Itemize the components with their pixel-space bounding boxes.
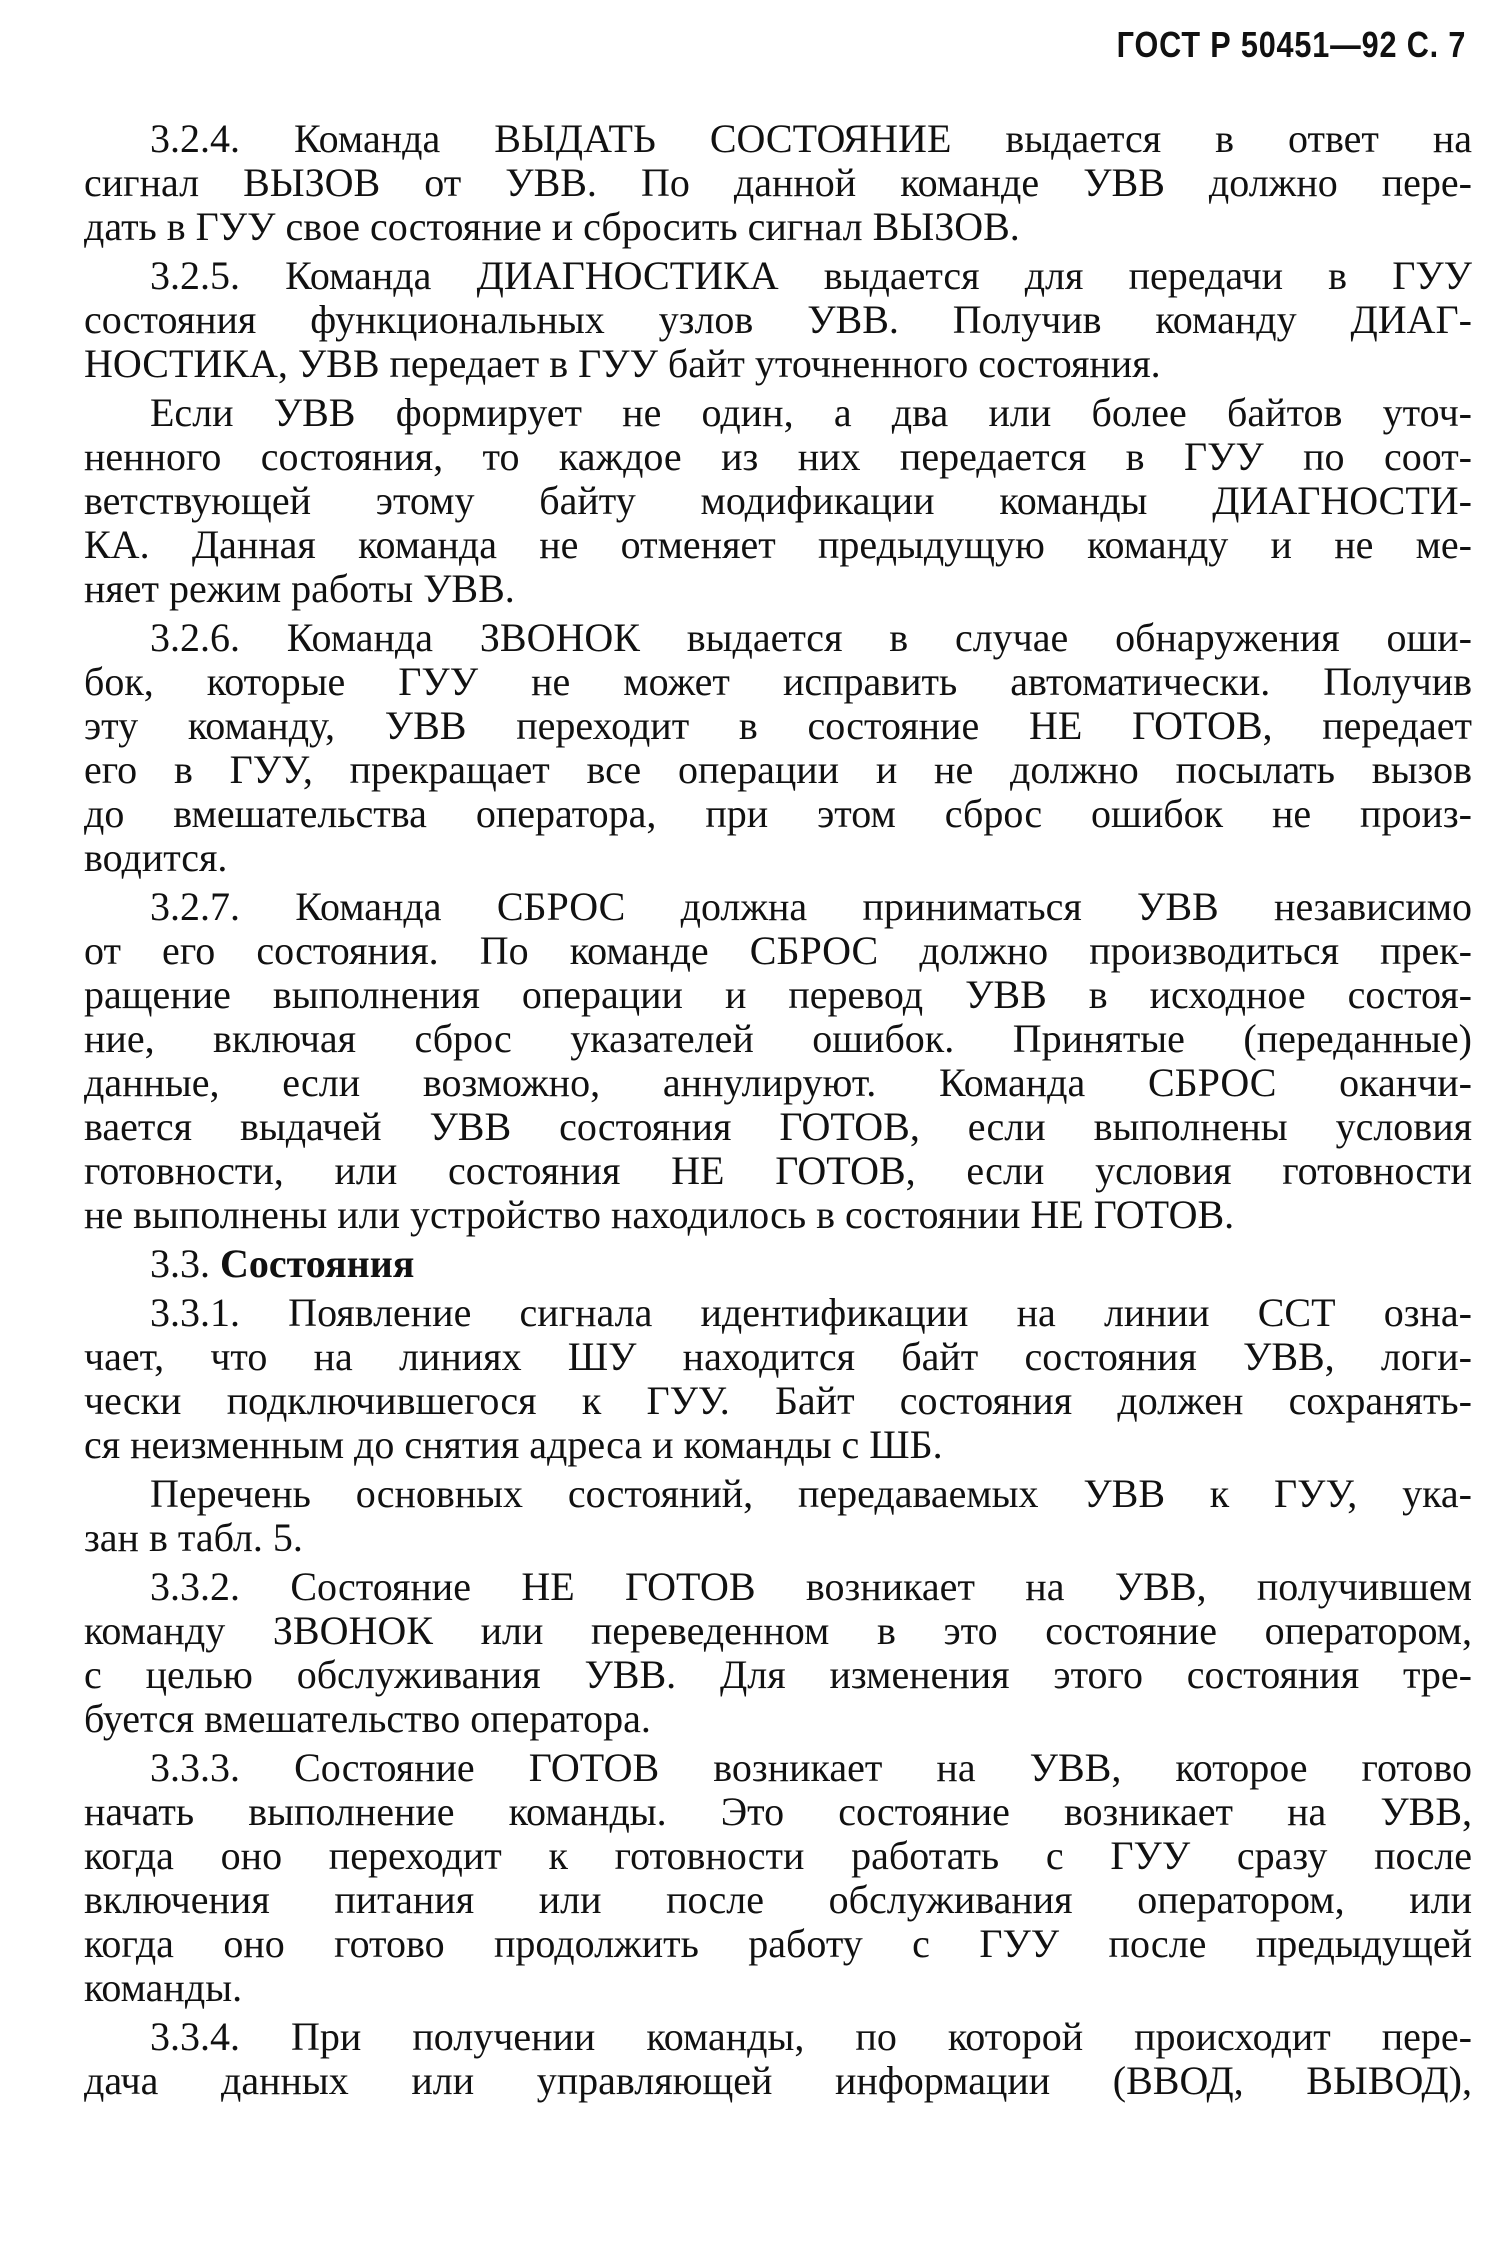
text-line <box>84 1922 1472 1966</box>
line-text: Если УВВ формирует не один, а два или более байтов уточ- <box>150 391 1472 435</box>
text-line <box>84 1193 1472 1237</box>
text-line <box>84 298 1472 342</box>
line-text: водится. <box>84 836 228 880</box>
line-text: вается выдачей УВВ состояния ГОТОВ, если выполнены условия <box>84 1105 1472 1149</box>
line-text: ращение выполнения операции и перевод УВВ в исходное состоя- <box>84 973 1472 1017</box>
line-text: его в ГУУ, прекращает все операции и не должно посылать вызов <box>84 748 1472 792</box>
line-text: дать в ГУУ свое состояние и сбросить сигнал ВЫЗОВ. <box>84 205 1020 249</box>
text-line <box>84 1379 1472 1423</box>
line-text: начать выполнение команды. Это состояние возникает на УВВ, <box>84 1790 1472 1834</box>
text-line <box>84 2059 1472 2103</box>
text-line <box>84 1516 1472 1560</box>
line-text: когда оно готово продолжить работу с ГУУ после предыдущей <box>84 1922 1472 1966</box>
line-text: ненного состояния, то каждое из них передается в ГУУ по соот- <box>84 435 1472 479</box>
text-line <box>84 792 1472 836</box>
line-text: 3.3. <box>150 1242 210 1286</box>
line-text: няет режим работы УВВ. <box>84 567 515 611</box>
line-text: КА. Данная команда не отменяет предыдущую команду и не ме- <box>84 523 1472 567</box>
line-text: бок, которые ГУУ не может исправить автоматически. Получив <box>84 660 1472 704</box>
text-line <box>84 748 1472 792</box>
line-text: ветствующей этому байту модификации команды ДИАГНОСТИ- <box>84 479 1472 523</box>
text-line <box>84 1105 1472 1149</box>
paragraph-start-line <box>84 1565 1472 1609</box>
paragraph-start-line <box>84 616 1472 660</box>
paragraph-start-line <box>84 885 1472 929</box>
line-text: зан в табл. 5. <box>84 1516 303 1560</box>
paragraph-start-line <box>84 1472 1472 1516</box>
line-text: состояния функциональных узлов УВВ. Получив команду ДИАГ- <box>84 298 1472 342</box>
text-line <box>84 1790 1472 1834</box>
line-text: до вмешательства оператора, при этом сброс ошибок не произ- <box>84 792 1472 836</box>
text-line <box>84 1061 1472 1105</box>
paragraph-start-line <box>84 391 1472 435</box>
line-text: команду ЗВОНОК или переведенном в это состояние оператором, <box>84 1609 1472 1653</box>
paragraph-start-line <box>84 1242 1472 1286</box>
text-line <box>84 1966 1472 2010</box>
paragraph-start-line <box>84 1746 1472 1790</box>
line-text: 3.3.3. Состояние ГОТОВ возникает на УВВ, которое готово <box>150 1746 1472 1790</box>
line-text: 3.2.7. Команда СБРОС должна приниматься УВВ независимо <box>150 885 1472 929</box>
line-text: включения питания или после обслуживания оператором, или <box>84 1878 1472 1922</box>
text-line <box>84 1609 1472 1653</box>
line-text: 3.3.4. При получении команды, по которой происходит пере- <box>150 2015 1472 2059</box>
line-text: Перечень основных состояний, передаваемых УВВ к ГУУ, ука- <box>150 1472 1472 1516</box>
text-line <box>84 660 1472 704</box>
text-line <box>84 836 1472 880</box>
section-heading: Состояния <box>220 1242 415 1286</box>
line-text: готовности, или состояния НЕ ГОТОВ, если условия готовности <box>84 1149 1472 1193</box>
line-text: НОСТИКА, УВВ передает в ГУУ байт уточненного состояния. <box>84 342 1161 386</box>
text-line <box>84 342 1472 386</box>
line-text: 3.3.2. Состояние НЕ ГОТОВ возникает на УВВ, получившем <box>150 1565 1472 1609</box>
text-line <box>84 435 1472 479</box>
line-text: 3.2.6. Команда ЗВОНОК выдается в случае обнаружения оши- <box>150 616 1472 660</box>
line-text: с целью обслуживания УВВ. Для изменения этого состояния тре- <box>84 1653 1472 1697</box>
document-body <box>84 112 1472 2103</box>
text-line <box>84 1017 1472 1061</box>
line-text: данные, если возможно, аннулируют. Команда СБРОС оканчи- <box>84 1061 1472 1105</box>
line-text: от его состояния. По команде СБРОС должно производиться прек- <box>84 929 1472 973</box>
line-text: команды. <box>84 1966 243 2010</box>
text-line <box>84 161 1472 205</box>
paragraph-start-line <box>84 2015 1472 2059</box>
line-text: когда оно переходит к готовности работать с ГУУ сразу после <box>84 1834 1472 1878</box>
line-text: сигнал ВЫЗОВ от УВВ. По данной команде УВВ должно пере- <box>84 161 1472 205</box>
line-text: чески подключившегося к ГУУ. Байт состояния должен сохранять- <box>84 1379 1472 1423</box>
text-line <box>84 523 1472 567</box>
paragraph-start-line <box>84 254 1472 298</box>
text-line <box>84 1653 1472 1697</box>
text-line <box>84 704 1472 748</box>
text-line <box>84 973 1472 1017</box>
paragraph-start-line <box>84 1291 1472 1335</box>
text-line <box>84 1149 1472 1193</box>
line-text: буется вмешательство оператора. <box>84 1697 651 1741</box>
text-line <box>84 1423 1472 1467</box>
line-text: дача данных или управляющей информации (ВВОД, ВЫВОД), <box>84 2059 1472 2103</box>
text-line <box>84 567 1472 611</box>
text-line <box>84 929 1472 973</box>
line-text: 3.2.4. Команда ВЫДАТЬ СОСТОЯНИЕ выдается в ответ на <box>150 117 1472 161</box>
line-text: 3.3.1. Появление сигнала идентификации на линии ССТ озна- <box>150 1291 1472 1335</box>
line-text: 3.2.5. Команда ДИАГНОСТИКА выдается для передачи в ГУУ <box>150 254 1472 298</box>
text-line <box>84 1697 1472 1741</box>
text-line <box>84 1878 1472 1922</box>
text-line <box>84 1834 1472 1878</box>
line-text: чает, что на линиях ШУ находится байт состояния УВВ, логи- <box>84 1335 1472 1379</box>
page-header: ГОСТ Р 50451—92 С. 7 <box>1116 24 1466 65</box>
line-text: ся неизменным до снятия адреса и команды с ШБ. <box>84 1423 943 1467</box>
line-text: ние, включая сброс указателей ошибок. Принятые (переданные) <box>84 1017 1472 1061</box>
text-line <box>84 1335 1472 1379</box>
text-line <box>84 479 1472 523</box>
paragraph-start-line <box>84 117 1472 161</box>
text-line <box>84 205 1472 249</box>
line-text: эту команду, УВВ переходит в состояние НЕ ГОТОВ, передает <box>84 704 1472 748</box>
line-text: не выполнены или устройство находилось в состоянии НЕ ГОТОВ. <box>84 1193 1235 1237</box>
